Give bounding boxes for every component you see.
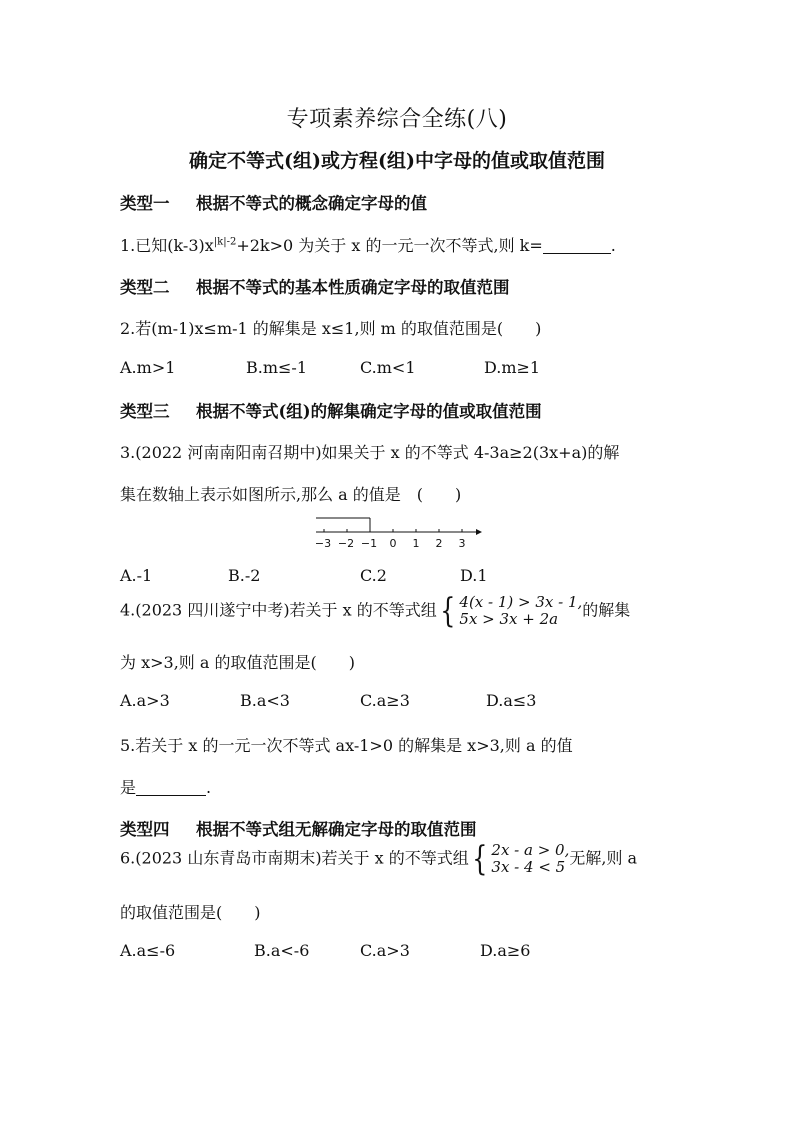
q1-post: +2k>0 为关于 x 的一元一次不等式,则 k= xyxy=(236,236,543,255)
tick-label: 0 xyxy=(389,537,397,550)
inequality-system xyxy=(437,591,583,631)
section-tag: 类型四 xyxy=(120,820,170,839)
q6-option-d[interactable]: D.a≥6 xyxy=(480,941,531,960)
page-subtitle: 确定不等式(组)或方程(组)中字母的值或取值范围 xyxy=(189,150,605,172)
brace-icon: { xyxy=(440,591,456,631)
q6-option-a[interactable]: A.a≤-6 xyxy=(120,941,176,960)
q6-pre: 6.(2023 山东青岛市南期末)若关于 x 的不等式组 xyxy=(120,848,469,868)
q3-option-d[interactable]: D.1 xyxy=(460,566,488,585)
q4-option-d[interactable]: D.a≤3 xyxy=(486,691,537,710)
q6-post: 无解,则 a xyxy=(569,848,638,868)
answer-blank[interactable] xyxy=(136,779,206,796)
section-heading-type3 xyxy=(120,398,542,422)
question-6-line1 xyxy=(120,839,638,879)
tick-label: −2 xyxy=(337,537,355,550)
section-heading-type4 xyxy=(120,816,477,840)
question-3-line2: 集在数轴上表示如图所示,那么 a 的值是 ( ) xyxy=(120,485,462,504)
tick-label: 3 xyxy=(458,537,466,550)
section-text: 根据不等式组无解确定字母的取值范围 xyxy=(196,820,477,839)
question-5-line1: 5.若关于 x 的一元一次不等式 ax-1>0 的解集是 x>3,则 a 的值 xyxy=(120,736,573,755)
tick-label: 1 xyxy=(412,537,420,550)
system-row: 3x - 4 < 5 xyxy=(491,858,566,876)
q2-option-b[interactable]: B.m≤-1 xyxy=(246,358,308,377)
q4-option-c[interactable]: C.a≥3 xyxy=(360,691,410,710)
section-text: 根据不等式(组)的解集确定字母的值或取值范围 xyxy=(196,402,542,421)
section-text: 根据不等式的基本性质确定字母的取值范围 xyxy=(196,278,510,297)
question-2: 2.若(m-1)x≤m-1 的解集是 x≤1,则 m 的取值范围是( ) xyxy=(120,319,542,338)
section-tag: 类型一 xyxy=(120,194,170,213)
q1-pre: 1.已知(k-3)x xyxy=(120,236,214,255)
brace-icon: { xyxy=(472,839,488,879)
question-6-line2: 的取值范围是( ) xyxy=(120,903,261,922)
inequality-system xyxy=(469,839,570,879)
q2-option-a[interactable]: A.m>1 xyxy=(120,358,176,377)
question-1 xyxy=(120,233,616,256)
tick-label: −1 xyxy=(360,537,378,550)
q4-option-b[interactable]: B.a<3 xyxy=(240,691,290,710)
question-5-line2 xyxy=(120,775,211,798)
q4-post: 的解集 xyxy=(582,600,631,620)
q2-option-d[interactable]: D.m≥1 xyxy=(484,358,541,377)
system-row: 4(x - 1) > 3x - 1, xyxy=(459,593,583,611)
section-heading-type1 xyxy=(120,190,427,214)
system-row: 5x > 3x + 2a xyxy=(459,610,559,628)
question-4-line2: 为 x>3,则 a 的取值范围是( ) xyxy=(120,653,355,672)
q4-pre: 4.(2023 四川遂宁中考)若关于 x 的不等式组 xyxy=(120,600,437,620)
q5-end: . xyxy=(206,778,212,797)
section-tag: 类型二 xyxy=(120,278,170,297)
q3-option-b[interactable]: B.-2 xyxy=(228,566,261,585)
q2-option-c[interactable]: C.m<1 xyxy=(360,358,416,377)
question-4-line1 xyxy=(120,591,631,631)
system-row: 2x - a > 0, xyxy=(491,841,570,859)
question-3-line1: 3.(2022 河南南阳南召期中)如果关于 x 的不等式 4-3a≥2(3x+a)的解 xyxy=(120,443,620,462)
tick-label: −3 xyxy=(314,537,332,550)
q3-option-c[interactable]: C.2 xyxy=(360,566,387,585)
q3-option-a[interactable]: A.-1 xyxy=(120,566,153,585)
section-heading-type2 xyxy=(120,274,510,298)
page-title: 专项素养综合全练(八) xyxy=(286,107,508,132)
q1-exponent: |k|-2 xyxy=(213,236,237,248)
section-text: 根据不等式的概念确定字母的值 xyxy=(196,194,427,213)
q6-option-b[interactable]: B.a<-6 xyxy=(254,941,310,960)
answer-blank[interactable] xyxy=(543,237,611,254)
number-line-figure xyxy=(312,512,484,552)
q5-pre: 是 xyxy=(120,778,137,797)
q6-option-c[interactable]: C.a>3 xyxy=(360,941,410,960)
q1-end: . xyxy=(610,236,616,255)
q4-option-a[interactable]: A.a>3 xyxy=(120,691,170,710)
axis-arrow-icon xyxy=(476,529,482,535)
section-tag: 类型三 xyxy=(120,402,170,421)
tick-label: 2 xyxy=(435,537,443,550)
